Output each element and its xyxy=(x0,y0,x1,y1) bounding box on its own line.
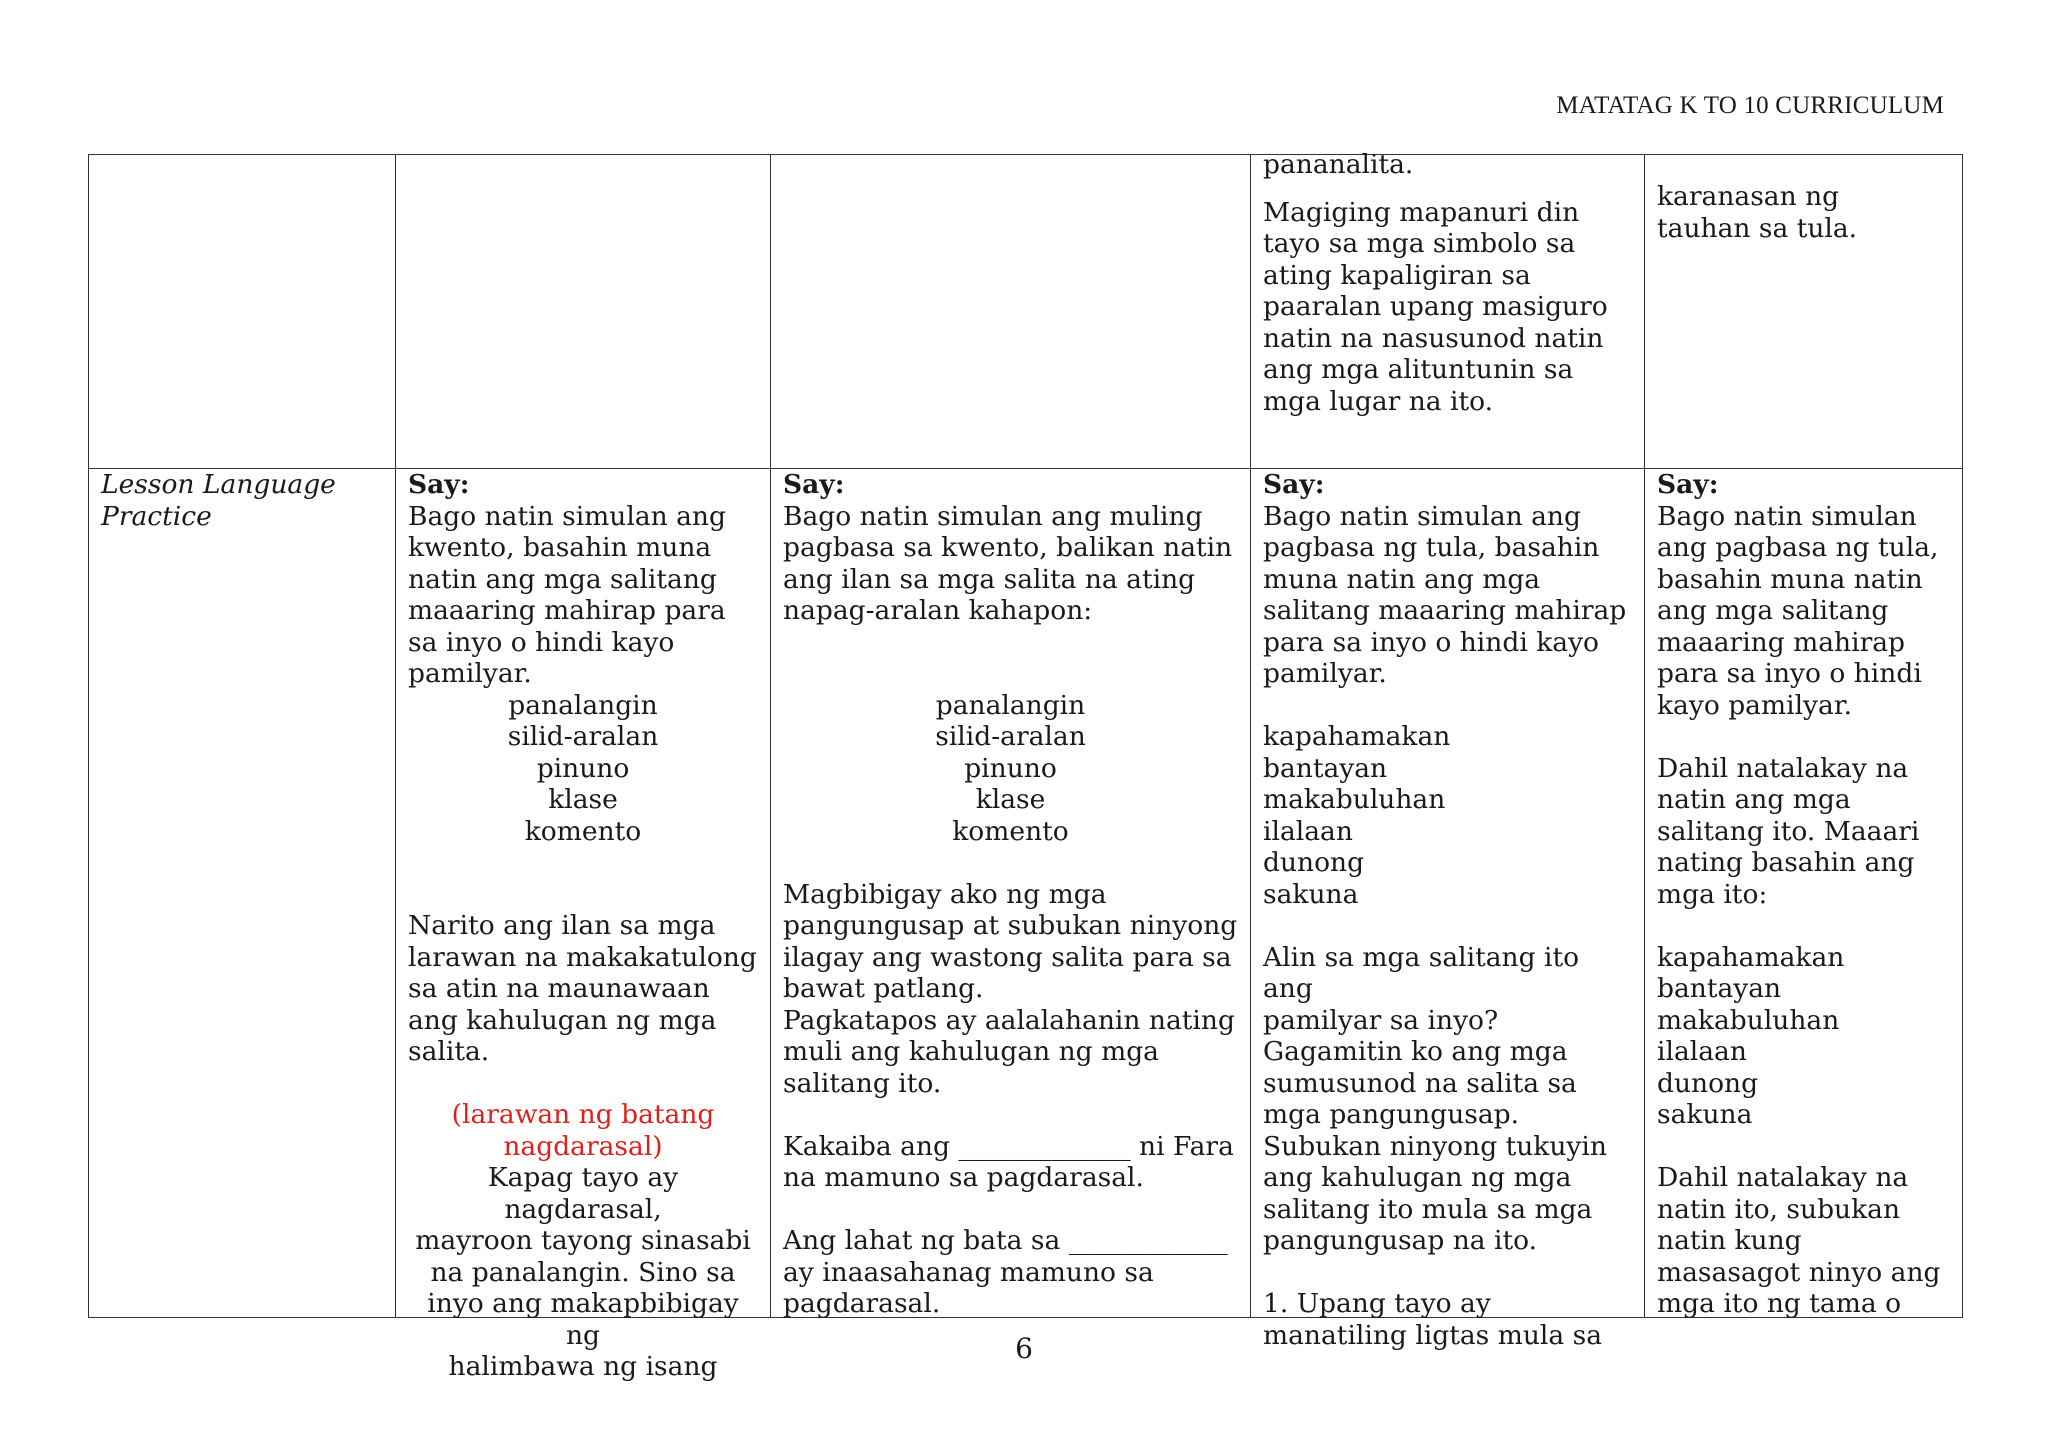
text-line: inyo ang makapbibigay ng xyxy=(427,1288,739,1351)
text-line: ilagay ang wastong salita para sa xyxy=(783,941,1232,973)
text-line: dunong xyxy=(1263,847,1365,878)
text-line: mayroon tayong sinasabi xyxy=(415,1225,751,1256)
text-line: Bago natin simulan xyxy=(1657,500,1917,532)
intro-paragraph xyxy=(408,501,758,690)
text-line: muna natin ang mga xyxy=(1263,563,1541,595)
text-line: Narito ang ilan sa mga xyxy=(408,910,716,941)
text-line: karanasan ng xyxy=(1657,181,1840,212)
text-line: Gagamitin ko ang mga xyxy=(1263,1036,1568,1067)
text-line: komento xyxy=(524,815,642,847)
text-line: Subukan ninyong tukuyin xyxy=(1263,1130,1607,1162)
text-line: pagbasa ng tula, basahin xyxy=(1263,532,1600,563)
text-line: natin ito, subukan xyxy=(1657,1193,1901,1225)
text-line: Magbibigay ako ng mga xyxy=(783,878,1107,910)
text-line: Magiging mapanuri din xyxy=(1263,196,1580,228)
text-line: 1. Upang tayo ay xyxy=(1263,1288,1491,1319)
text-line: natin na nasusunod natin xyxy=(1263,322,1604,354)
text-line: ilalaan xyxy=(1263,815,1353,847)
intro-paragraph xyxy=(1657,501,1950,722)
table-row xyxy=(89,155,1963,469)
text-line: komento xyxy=(952,815,1069,847)
cell-day3 xyxy=(1251,469,1645,1351)
instruction-paragraph xyxy=(783,879,1238,1100)
text-line: ating kapaligiran sa xyxy=(1263,259,1531,291)
text-line: klase xyxy=(975,784,1046,815)
pictures-paragraph xyxy=(408,910,758,1068)
cell-day4-continued xyxy=(1645,155,1963,469)
text-line: kayo pamilyar. xyxy=(1657,689,1852,721)
curriculum-header: MATATAG K TO 10 CURRICULUM xyxy=(1556,92,1944,119)
text-line: sa atin na maunawaan xyxy=(408,973,710,1004)
text-line: nating basahin ang xyxy=(1657,847,1915,878)
text-line: paaralan upang masiguro xyxy=(1263,291,1608,322)
cell-day4 xyxy=(1645,469,1963,1318)
vocabulary-list xyxy=(1263,721,1632,910)
text-line: salitang maaaring mahirap xyxy=(1263,595,1627,626)
question-paragraph xyxy=(1263,942,1632,1257)
text-line: pamilyar. xyxy=(408,658,532,689)
text-line: para sa inyo o hindi xyxy=(1657,658,1922,689)
text-line: salitang ito. Maaari xyxy=(1657,815,1920,847)
text-line: Kakaiba ang _____________ ni Fara xyxy=(783,1130,1234,1162)
text-line: napag-aralan kahapon: xyxy=(783,595,1093,626)
picture-placeholder-note xyxy=(408,1099,758,1162)
text-line: kwento, basahin muna xyxy=(408,532,712,563)
cell-day2 xyxy=(771,469,1251,1318)
text-line: pamilyar. xyxy=(1263,658,1387,689)
text-line: sumusunod na salita sa xyxy=(1263,1067,1577,1099)
cell-lesson-label xyxy=(89,469,396,1318)
text-line: mga ito: xyxy=(1657,878,1768,910)
text-line: silid-aralan xyxy=(507,721,659,752)
continued-paragraph xyxy=(1657,181,1950,244)
text-line: kapahamakan xyxy=(1263,721,1451,752)
text-line: maaaring mahirap xyxy=(1657,626,1906,658)
text-line: ang pagbasa ng tula, xyxy=(1657,532,1939,563)
text-line: sakuna xyxy=(1657,1099,1753,1130)
text-line: sakuna xyxy=(1263,878,1359,910)
text-line: Pagkatapos ay aalalahanin nating xyxy=(783,1004,1235,1036)
text-line: pinuno xyxy=(964,752,1057,784)
text-line: silid-aralan xyxy=(935,721,1086,752)
text-line: panalangin xyxy=(508,689,658,721)
continued-line: pananalita. xyxy=(1263,149,1414,180)
row-label xyxy=(101,469,383,532)
text-line: Dahil natalakay na xyxy=(1657,1162,1909,1193)
text-line: basahin muna natin xyxy=(1657,563,1923,595)
text-line: mga lugar na ito. xyxy=(1263,385,1494,417)
text-line: salita. xyxy=(408,1036,490,1067)
table-row xyxy=(89,469,1963,1318)
text-line: klase xyxy=(548,784,618,815)
text-line: Bago natin simulan ang xyxy=(408,500,726,532)
text-line: tayo sa mga simbolo sa xyxy=(1263,228,1576,259)
text-line: pangungusap na ito. xyxy=(1263,1225,1538,1256)
text-line: ang kahulugan ng mga xyxy=(1263,1162,1572,1193)
intro-paragraph xyxy=(1263,501,1632,690)
text-line: makabuluhan xyxy=(1657,1004,1840,1036)
text-line: mga ito ng tama o xyxy=(1657,1288,1902,1319)
text-line: ang kahulugan ng mga xyxy=(408,1004,717,1036)
text-line: larawan na makakatulong xyxy=(408,941,757,973)
text-line: Ang lahat ng bata sa ____________ xyxy=(783,1225,1228,1256)
cell-day3-continued xyxy=(1251,149,1645,469)
page-number: 6 xyxy=(1015,1332,1033,1365)
text-line: maaaring mahirap para xyxy=(408,595,726,626)
cell-day1-empty xyxy=(396,155,771,469)
fill-in-sentence xyxy=(783,1225,1238,1320)
text-line: ang mga salitang xyxy=(1657,595,1889,626)
say-label: Say: xyxy=(1263,469,1325,500)
text-line: mga pangungusap. xyxy=(1263,1099,1520,1130)
reminder-paragraph xyxy=(1657,753,1950,911)
text-line: halimbawa ng isang xyxy=(448,1351,718,1382)
text-line: makabuluhan xyxy=(1263,784,1446,815)
text-line: natin ang mga salitang xyxy=(408,563,717,595)
text-line: muli ang kahulugan ng mga xyxy=(783,1036,1159,1067)
text-line: para sa inyo o hindi kayo xyxy=(1263,626,1599,658)
intro-paragraph xyxy=(783,501,1238,627)
say-label: Say: xyxy=(408,469,470,500)
fill-in-sentence xyxy=(783,1131,1238,1194)
text-line: dunong xyxy=(1657,1067,1759,1099)
lesson-plan-table xyxy=(88,149,1963,1382)
text-line: salitang ito. xyxy=(783,1067,942,1099)
text-line: nagdarasal) xyxy=(503,1130,663,1162)
text-line: ang mga alituntunin sa xyxy=(1263,354,1574,385)
text-line: bantayan xyxy=(1263,752,1388,784)
cell-day2-empty xyxy=(771,155,1251,469)
text-line: manatiling ligtas mula sa xyxy=(1263,1319,1603,1351)
text-line: ay inaasahanag mamuno sa xyxy=(783,1256,1154,1288)
text-line: salitang ito mula sa mga xyxy=(1263,1193,1593,1225)
text-line: pangungusap at subukan ninyong xyxy=(783,910,1238,941)
text-line: ilalaan xyxy=(1657,1036,1747,1067)
text-line: na mamuno sa pagdarasal. xyxy=(783,1162,1144,1193)
continued-paragraph xyxy=(1263,197,1632,418)
say-label: Say: xyxy=(1657,469,1719,500)
cell-label-empty xyxy=(89,155,396,469)
text-line: masasagot ninyo ang xyxy=(1657,1256,1941,1288)
text-line: pamilyar sa inyo? xyxy=(1263,1004,1499,1036)
text-line: bawat patlang. xyxy=(783,973,984,1004)
say-label: Say: xyxy=(783,469,845,500)
text-line: ang ilan sa mga salita na ating xyxy=(783,563,1196,595)
text-line: Kapag tayo ay nagdarasal, xyxy=(487,1162,679,1225)
cell-day1 xyxy=(396,469,771,1382)
text-line: tauhan sa tula. xyxy=(1657,212,1858,244)
text-line: panalangin xyxy=(935,689,1086,721)
text-line: bantayan xyxy=(1657,973,1782,1004)
text-line: pagbasa sa kwento, balikan natin xyxy=(783,532,1233,563)
text-line: Bago natin simulan ang muling xyxy=(783,500,1203,532)
closing-paragraph xyxy=(1657,1162,1950,1320)
text-line: na panalangin. Sino sa xyxy=(430,1256,736,1288)
text-line: Bago natin simulan ang xyxy=(1263,500,1581,532)
text-line: natin ang mga xyxy=(1657,784,1851,815)
text-line: pinuno xyxy=(536,752,630,784)
text-line: Dahil natalakay na xyxy=(1657,752,1909,784)
vocabulary-list xyxy=(783,690,1238,848)
text-line: Lesson Language xyxy=(101,469,336,500)
text-line: Practice xyxy=(101,500,212,532)
text-line: kapahamakan xyxy=(1657,941,1845,973)
text-line: natin kung xyxy=(1657,1225,1802,1256)
text-line: sa inyo o hindi kayo xyxy=(408,626,675,658)
text-line: pagdarasal. xyxy=(783,1288,941,1319)
text-line: (larawan ng batang xyxy=(451,1099,715,1130)
text-line: Alin sa mga salitang ito ang xyxy=(1263,941,1580,1004)
vocabulary-list xyxy=(408,690,758,848)
vocabulary-list xyxy=(1657,942,1950,1131)
